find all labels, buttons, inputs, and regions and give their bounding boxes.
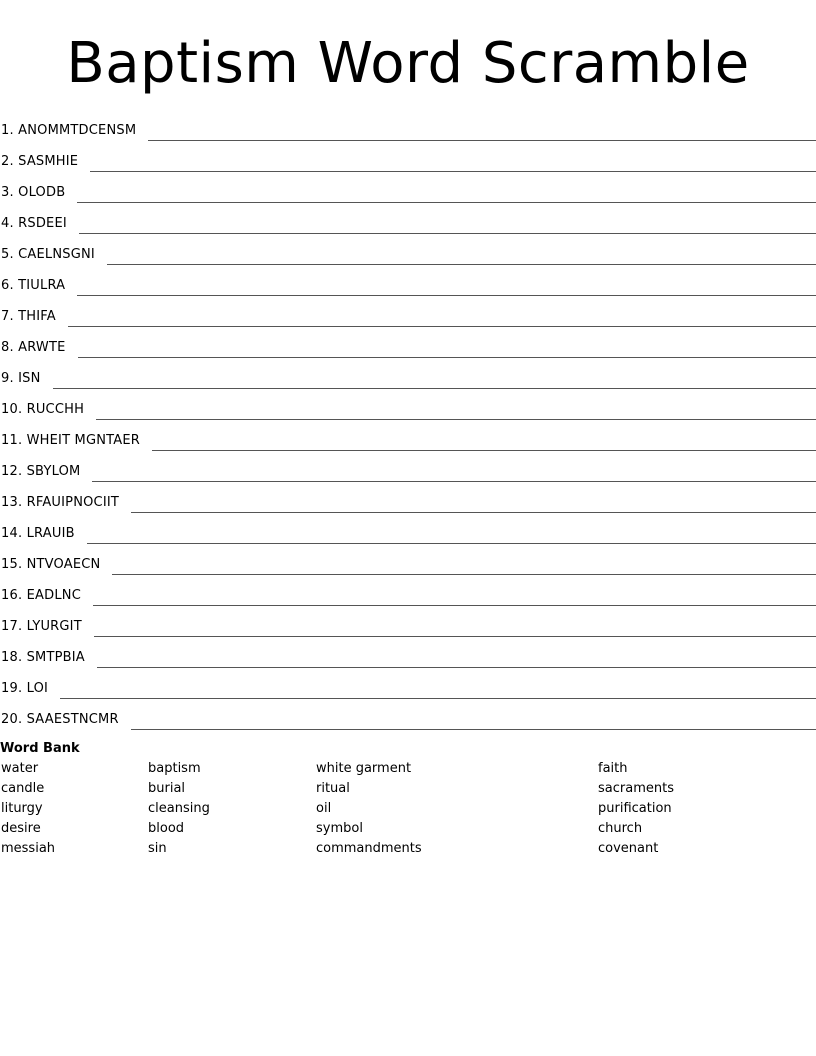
- word-bank-word: cleansing: [148, 801, 210, 816]
- word-bank-word: church: [598, 821, 643, 836]
- scramble-item: [0, 668, 816, 699]
- answer-line[interactable]: [77, 279, 816, 296]
- scramble-item: [0, 110, 816, 141]
- word-bank-word: liturgy: [1, 801, 43, 816]
- word-bank-word: white garment: [316, 761, 412, 776]
- word-bank-row: [0, 839, 816, 859]
- answer-line[interactable]: [79, 217, 816, 234]
- word-bank-word: ritual: [316, 781, 350, 796]
- scramble-item: [0, 389, 816, 420]
- answer-line[interactable]: [68, 310, 816, 327]
- word-bank-row: [0, 799, 816, 819]
- scramble-item-label: 20. SAAESTNCMR: [1, 712, 119, 727]
- answer-line[interactable]: [90, 155, 816, 172]
- scramble-item-label: 5. CAELNSGNI: [1, 247, 95, 262]
- scramble-item-label: 10. RUCCHH: [1, 402, 85, 417]
- answer-line[interactable]: [92, 465, 816, 482]
- word-bank-word: sin: [148, 841, 167, 856]
- answer-line[interactable]: [97, 651, 816, 668]
- answer-line[interactable]: [87, 527, 816, 544]
- word-bank: [0, 739, 816, 859]
- word-bank-word: baptism: [148, 761, 201, 776]
- scramble-item-label: 11. WHEIT MGNTAER: [1, 433, 141, 448]
- answer-line[interactable]: [78, 341, 816, 358]
- answer-line[interactable]: [148, 124, 816, 141]
- scramble-item: [0, 513, 816, 544]
- answer-line[interactable]: [112, 558, 816, 575]
- word-bank-word: blood: [148, 821, 185, 836]
- scramble-item-label: 4. RSDEEI: [1, 216, 67, 231]
- scramble-item-label: 18. SMTPBIA: [1, 650, 85, 665]
- scramble-item: [0, 141, 816, 172]
- scramble-list: [0, 110, 816, 730]
- scramble-item: [0, 637, 816, 668]
- answer-line[interactable]: [77, 186, 816, 203]
- answer-line[interactable]: [131, 713, 816, 730]
- scramble-item: [0, 451, 816, 482]
- scramble-item-label: 6. TIULRA: [1, 278, 66, 293]
- scramble-item: [0, 699, 816, 730]
- scramble-item: [0, 172, 816, 203]
- word-bank-word: desire: [1, 821, 41, 836]
- scramble-item: [0, 544, 816, 575]
- word-bank-row: [0, 779, 816, 799]
- word-bank-word: burial: [148, 781, 186, 796]
- answer-line[interactable]: [152, 434, 816, 451]
- scramble-item-label: 17. LYURGIT: [1, 619, 82, 634]
- scramble-item: [0, 265, 816, 296]
- word-bank-row: [0, 819, 816, 839]
- answer-line[interactable]: [94, 620, 816, 637]
- scramble-item-label: 3. OLODB: [1, 185, 66, 200]
- scramble-item-label: 8. ARWTE: [1, 340, 66, 355]
- word-bank-word: faith: [598, 761, 628, 776]
- scramble-item: [0, 203, 816, 234]
- scramble-item-label: 12. SBYLOM: [1, 464, 81, 479]
- answer-line[interactable]: [107, 248, 816, 265]
- scramble-item-label: 2. SASMHIE: [1, 154, 79, 169]
- scramble-item-label: 15. NTVOAECN: [1, 557, 101, 572]
- word-bank-word: oil: [316, 801, 332, 816]
- word-bank-word: candle: [1, 781, 45, 796]
- scramble-item: [0, 482, 816, 513]
- answer-line[interactable]: [131, 496, 816, 513]
- word-bank-word: purification: [598, 801, 672, 816]
- scramble-item: [0, 358, 816, 389]
- scramble-item: [0, 234, 816, 265]
- word-bank-word: symbol: [316, 821, 363, 836]
- scramble-item-label: 7. THIFA: [1, 309, 56, 324]
- scramble-item: [0, 575, 816, 606]
- answer-line[interactable]: [53, 372, 816, 389]
- scramble-item: [0, 606, 816, 637]
- answer-line[interactable]: [93, 589, 816, 606]
- scramble-item-label: 19. LOI: [1, 681, 49, 696]
- word-bank-word: commandments: [316, 841, 422, 856]
- answer-line[interactable]: [96, 403, 816, 420]
- word-bank-word: messiah: [1, 841, 56, 856]
- scramble-item: [0, 296, 816, 327]
- scramble-item: [0, 327, 816, 358]
- page-title: Baptism Word Scramble: [66, 31, 750, 96]
- answer-line[interactable]: [60, 682, 816, 699]
- scramble-item-label: 1. ANOMMTDCENSM: [1, 123, 137, 138]
- scramble-item-label: 14. LRAUIB: [1, 526, 75, 541]
- scramble-item-label: 16. EADLNC: [1, 588, 81, 603]
- word-bank-word: water: [1, 761, 39, 776]
- scramble-item: [0, 420, 816, 451]
- word-bank-row: [0, 759, 816, 779]
- word-bank-word: sacraments: [598, 781, 674, 796]
- scramble-item-label: 13. RFAUIPNOCIIT: [1, 495, 120, 510]
- word-bank-title: Word Bank: [0, 741, 80, 756]
- scramble-item-label: 9. ISN: [1, 371, 41, 386]
- word-bank-word: covenant: [598, 841, 659, 856]
